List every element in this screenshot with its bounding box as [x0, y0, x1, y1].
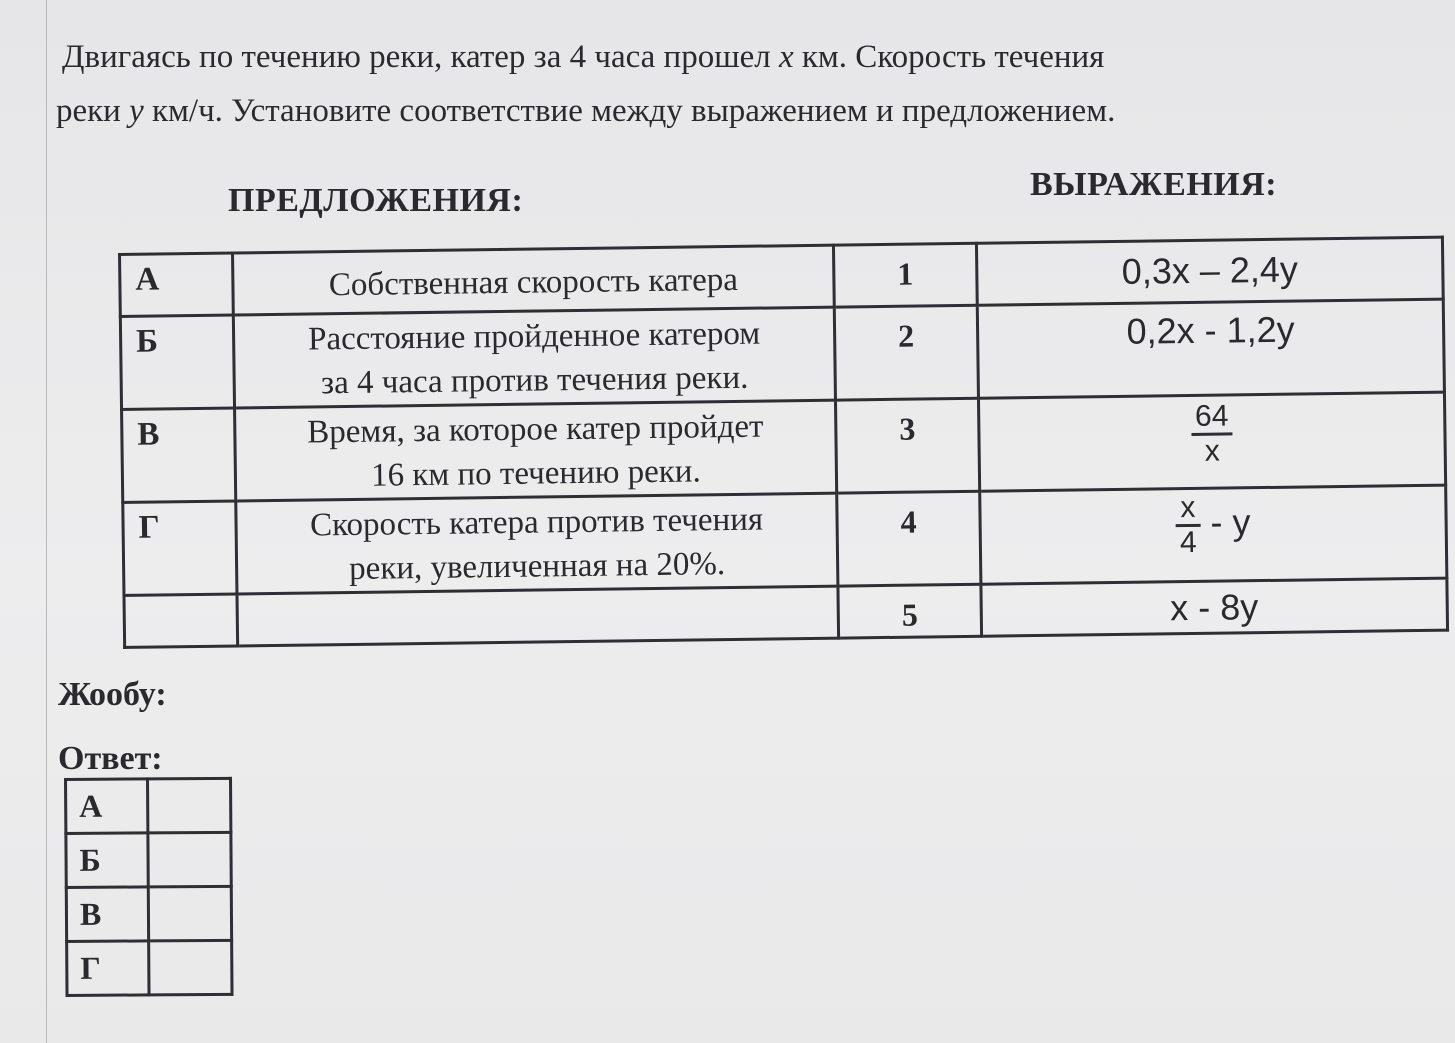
variable-y: y — [129, 93, 144, 129]
answer-row — [66, 886, 231, 941]
fraction-denominator: x — [1204, 434, 1220, 468]
table-row — [123, 485, 1447, 595]
fraction — [1191, 400, 1233, 468]
expression-cell — [978, 392, 1445, 491]
sentence-line: Время, за которое катер пройдет — [307, 408, 764, 451]
row-letter: Б — [120, 315, 234, 409]
expression-number: 2 — [834, 305, 978, 400]
expression-number: 1 — [833, 243, 977, 307]
problem-text: реки — [56, 93, 121, 129]
sentences-heading: ПРЕДЛОЖЕНИЯ: — [228, 182, 524, 219]
expression-cell — [980, 485, 1447, 584]
sentence-line: реки, увеличенная на 20%. — [348, 546, 726, 587]
table-row — [122, 392, 1446, 502]
answer-input-cell[interactable] — [148, 778, 231, 833]
sentence-line: Собственная скорость катера — [328, 261, 739, 304]
answer-table — [64, 777, 234, 997]
page-margin-line — [46, 0, 47, 1043]
answer-input-cell[interactable] — [148, 832, 231, 887]
expression-number: 3 — [835, 398, 979, 493]
answer-label-kyrgyz: Жообу: — [58, 676, 167, 713]
expression-number: 5 — [838, 584, 982, 638]
row-letter — [124, 594, 238, 647]
answer-row — [66, 832, 231, 887]
fraction-denominator: 4 — [1179, 525, 1197, 560]
row-letter: В — [122, 408, 236, 502]
sentence-cell — [233, 245, 835, 315]
sentence-cell — [233, 307, 835, 408]
problem-line-1 — [62, 30, 1362, 84]
problem-text: км. Скорость течения — [801, 39, 1105, 75]
problem-statement — [56, 30, 1362, 138]
row-letter: Г — [123, 501, 237, 595]
answer-letter: В — [66, 887, 148, 942]
sentence-line: Скорость катера против течения — [309, 501, 764, 544]
fraction — [1175, 492, 1201, 559]
answer-row — [66, 778, 231, 833]
problem-text: Двигаясь по течению реки, катер за 4 часа прошел — [62, 39, 771, 75]
row-letter: А — [120, 253, 234, 316]
sentence-cell — [235, 400, 837, 501]
variable-x: x — [778, 39, 794, 75]
matching-table — [118, 236, 1449, 649]
answer-input-cell[interactable] — [148, 886, 231, 941]
answer-label-russian: Ответ: — [58, 740, 163, 777]
answer-row — [67, 940, 232, 995]
sentence-line: 16 км по течению реки. — [370, 453, 701, 494]
fraction-numerator: 64 — [1191, 400, 1233, 436]
answer-letter: А — [66, 779, 148, 834]
sentence-cell — [236, 493, 838, 594]
expression-cell: 0,3x – 2,4y — [976, 237, 1443, 305]
sentence-line: Расстояние пройденное катером — [307, 315, 761, 358]
sentence-cell — [237, 586, 839, 646]
problem-line-2 — [56, 84, 1362, 138]
expression-cell: 0,2x - 1,2y — [977, 299, 1444, 398]
table-row — [120, 299, 1444, 409]
answer-letter: Б — [66, 833, 148, 888]
expressions-heading: ВЫРАЖЕНИЯ: — [1030, 166, 1278, 203]
answer-letter: Г — [67, 941, 149, 996]
fraction-numerator: x — [1175, 492, 1200, 527]
expression-cell: x - 8y — [981, 578, 1448, 636]
sentence-line: за 4 часа против течения реки. — [320, 359, 749, 402]
expression-number: 4 — [837, 491, 981, 586]
answer-input-cell[interactable] — [149, 940, 232, 995]
expression-tail: - y — [1210, 501, 1251, 543]
problem-text: км/ч. Установите соответствие между выражением и предложением. — [152, 93, 1116, 129]
